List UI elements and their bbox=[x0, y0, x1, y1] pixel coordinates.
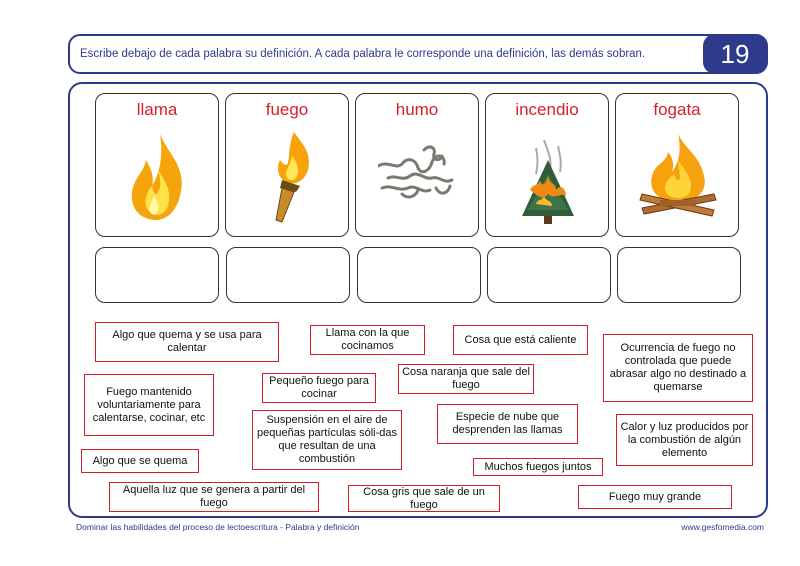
definition-option[interactable]: Cosa gris que sale de un fuego bbox=[348, 485, 500, 512]
word-label: fogata bbox=[653, 100, 701, 119]
definition-option[interactable]: Suspensión en el aire de pequeñas partículas sóli-das que resultan de una combustión bbox=[252, 410, 402, 470]
smoke-icon bbox=[378, 130, 458, 226]
definition-option[interactable]: Fuego muy grande bbox=[578, 485, 732, 509]
word-label: llama bbox=[136, 100, 178, 119]
page-number-badge: 19 bbox=[703, 34, 767, 74]
instruction-text: Escribe debajo de cada palabra su definición. A cada palabra le corresponde una definición, las demás sobran. bbox=[80, 48, 646, 60]
word-card-humo bbox=[355, 93, 479, 237]
definition-option[interactable]: Especie de nube que desprenden las llamas bbox=[437, 404, 578, 444]
word-card-llama bbox=[95, 93, 219, 237]
answer-box-llama[interactable] bbox=[95, 247, 219, 303]
definition-option[interactable]: Muchos fuegos juntos bbox=[473, 458, 603, 476]
definition-option[interactable]: Llama con la que cocinamos bbox=[310, 325, 425, 355]
definition-option[interactable]: Pequeño fuego para cocinar bbox=[262, 373, 376, 403]
definition-option[interactable]: Cosa naranja que sale del fuego bbox=[398, 364, 534, 394]
answer-box-fuego[interactable] bbox=[226, 247, 350, 303]
definition-option[interactable]: Algo que quema y se usa para calentar bbox=[95, 322, 279, 362]
word-card-fogata bbox=[615, 93, 739, 237]
flame-icon bbox=[118, 130, 198, 226]
definition-option[interactable]: Fuego mantenido voluntariamente para calentarse, cocinar, etc bbox=[84, 374, 214, 436]
definition-option[interactable]: Ocurrencia de fuego no controlada que puede abrasar algo no destinado a quemarse bbox=[603, 334, 753, 402]
torch-icon bbox=[248, 130, 328, 226]
word-card-fuego bbox=[225, 93, 349, 237]
definition-option[interactable]: Aquella luz que se genera a partir del fuego bbox=[109, 482, 319, 512]
word-label: humo bbox=[395, 100, 439, 119]
answer-box-humo[interactable] bbox=[357, 247, 481, 303]
burning-tree-icon bbox=[508, 130, 588, 226]
footer-description: Dominar las habilidades del proceso de lectoescritura - Palabra y definición bbox=[76, 522, 360, 532]
instruction-banner bbox=[68, 34, 768, 74]
word-card-incendio bbox=[485, 93, 609, 237]
definition-option[interactable]: Algo que se quema bbox=[81, 449, 199, 473]
word-label: incendio bbox=[515, 100, 579, 119]
campfire-icon bbox=[624, 130, 732, 226]
definition-option[interactable]: Calor y luz producidos por la combustión de algún elemento bbox=[616, 414, 753, 466]
word-label: fuego bbox=[265, 100, 309, 119]
answer-box-fogata[interactable] bbox=[617, 247, 741, 303]
definition-option[interactable]: Cosa que está caliente bbox=[453, 325, 588, 355]
answer-box-incendio[interactable] bbox=[487, 247, 611, 303]
footer-website: www.gesfomedia.com bbox=[681, 522, 764, 532]
